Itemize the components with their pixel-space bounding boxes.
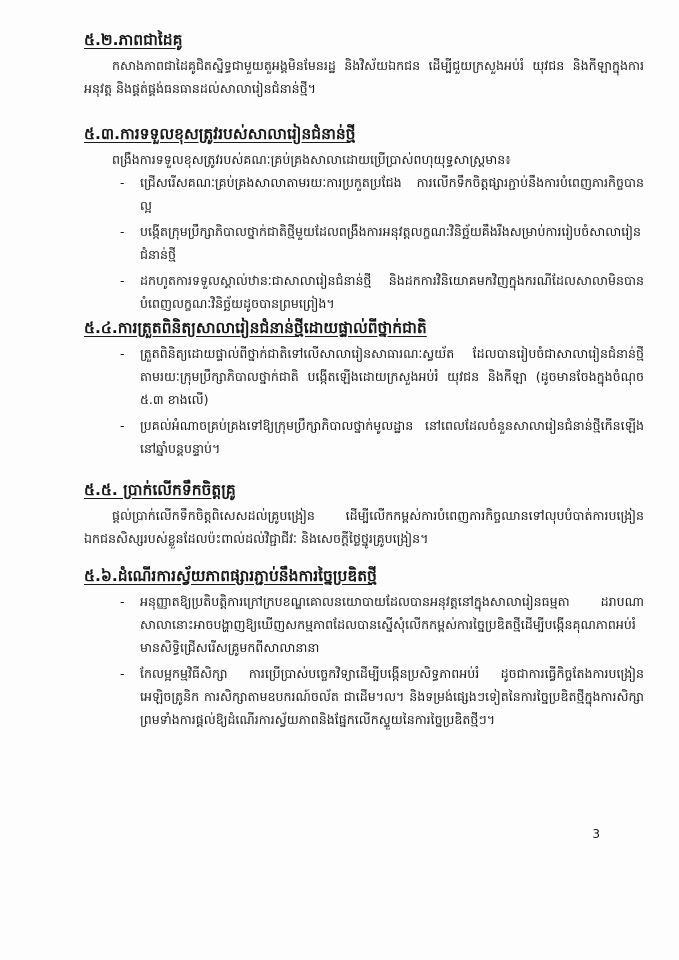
- section-5-6: [84, 566, 644, 734]
- section-paragraph: ពង្រឹងការទទួលខុសត្រូវរបស់គណៈគ្រប់គ្រងសាលាដោយប្រើប្រាស់ពហុយុទ្ធសាស្ត្រមាន៖: [112, 152, 511, 167]
- section-heading: ៥.២.ភាពជាដៃគូ: [84, 31, 183, 49]
- dash-marker: -: [120, 273, 125, 288]
- section-5-3: [84, 124, 644, 318]
- section-5-2: [84, 30, 644, 100]
- list-item: [84, 414, 644, 460]
- section-heading: ៥.៦.ដំណើរការស្វ័យភាពផ្សារភ្ជាប់នឹងការច្នៃប្រឌិតថ្មី: [84, 567, 377, 585]
- section-heading: ៥.៤.ការត្រួតពិនិត្យសាលារៀនជំនាន់ថ្មីដោយផ្ទាល់ពីថ្នាក់ជាតិ: [84, 319, 427, 337]
- list-item-text: កែលម្អកម្មវិធីសិក្សា ការប្រើប្រាស់បច្ចេកវិទ្យាដើម្បីបង្កើនប្រសិទ្ធភាពអប់រំ ដូចជាការធ្វើកិច្ចតែងការបង្រៀនអេឡិចត្រូនិក ការសិក្សាតាមឧបករណ៍ចល័ត ជាដើម។ល។ និងទម្រង់ផ្សេងៗទៀតនៃការច្នៃប្រឌិតថ្មីក្នុងការសិក្សា ព្រមទាំងការផ្ដល់ឱ្យដំណើរការស្វ័យភាពនិងផ្នែកលើកស្ទួយនៃការច្នៃប្រឌិតថ្មីៗ។: [140, 666, 644, 727]
- page-number: 3: [592, 827, 600, 841]
- list-item-text: ជ្រើសរើសគណៈគ្រប់គ្រងសាលាតាមរយៈការប្រកួតប្រជែង ការលើកទឹកចិត្តផ្សារភ្ជាប់នឹងការបំពេញភារកិច្ចបានល្អ: [140, 175, 644, 213]
- list-item: [84, 662, 644, 731]
- bullet-list: [84, 171, 644, 315]
- list-item-text: បង្កើតក្រុមប្រឹក្សាភិបាលថ្នាក់ជាតិថ្មីមួយដែលពង្រឹងការអនុវត្តលក្ខណៈវិនិច្ឆ័យគឹងរឹងសម្រាប់ការរៀបចំសាលារៀនជំនាន់ថ្មី: [140, 224, 641, 262]
- list-item: [84, 220, 644, 266]
- list-item-text: ប្រគល់អំណាចគ្រប់គ្រងទៅឱ្យក្រុមប្រឹក្សាភិបាលថ្នាក់មូលដ្ឋាន នៅពេលដែលចំនួនសាលារៀនជំនាន់ថ្មីកើនឡើងនៅឆ្នាំបន្តបន្ទាប់។: [140, 418, 644, 456]
- section-5-4: [84, 318, 644, 463]
- section-paragraph: កសាងភាពជាដៃគូជិតស្និទ្ធជាមួយតួអង្គមិនមែនរដ្ឋ និងវិស័យឯកជន ដើម្បីជួយក្រសួងអប់រំ យុវជន និងកីឡាក្នុងការអនុវត្ត និងផ្គត់ផ្គង់ធនធានដល់សាលារៀនជំនាន់ថ្មី។: [84, 58, 644, 96]
- dash-marker: -: [120, 594, 125, 609]
- bullet-list: [84, 590, 644, 731]
- dash-marker: -: [120, 175, 125, 190]
- list-item: [84, 171, 644, 217]
- section-heading: ៥.៥. ប្រាក់លើកទឹកចិត្តគ្រូ: [84, 481, 236, 499]
- list-item: [84, 590, 644, 659]
- list-item-text: អនុញ្ញាតឱ្យប្រតិបត្តិការក្រៅក្របខណ្ឌគោលនយោបាយដែលបានអនុវត្តនៅក្នុងសាលារៀនធម្មតា ដរាបណាសាលានោះអាចបង្ហាញឱ្យឃើញសកម្មភាពដែលបានស្នើសុំលើកកម្ពស់ការច្នៃប្រឌិតថ្មីដើម្បីបង្កើនគុណភាពអប់រំ មានសិទ្ធិជ្រើសរើសគ្រូមកពីសាលានានា: [140, 594, 644, 655]
- list-item: [84, 342, 644, 411]
- section-paragraph: ផ្ដល់ប្រាក់លើកទឹកចិត្តពិសេសដល់គ្រូបង្រៀន ដើម្បីលើកកម្ពស់ការបំពេញភារកិច្ចឈានទៅលុបបំបាត់ការបង្រៀនឯកជនសិស្សរបស់ខ្លួនដែលប៉ះពាល់ដល់វិជ្ជាជីវៈ និងសេចក្ដីថ្លៃថ្នូរគ្រូបង្រៀន។: [84, 508, 644, 546]
- list-item: [84, 269, 644, 315]
- dash-marker: -: [120, 224, 125, 239]
- section-5-5: [84, 480, 644, 550]
- dash-marker: -: [120, 418, 125, 433]
- bullet-list: [84, 342, 644, 460]
- list-item-text: ដកហូតការទទួលស្គាល់ឋានៈជាសាលារៀនជំនាន់ថ្មី និងដកការវិនិយោគមកវិញក្នុងករណីដែលសាលាមិនបានបំពេញលក្ខណៈវិនិច្ឆ័យដូចបានព្រមព្រៀង។: [140, 273, 644, 311]
- section-heading: ៥.៣.ការទទួលខុសត្រូវរបស់សាលារៀនជំនាន់ថ្មី: [84, 125, 356, 143]
- dash-marker: -: [120, 666, 125, 681]
- dash-marker: -: [120, 346, 125, 361]
- list-item-text: ត្រួតពិនិត្យដោយផ្ទាល់ពីថ្នាក់ជាតិទៅលើសាលារៀនសាធារណៈស្វយ័ត ដែលបានរៀបចំជាសាលារៀនជំនាន់ថ្មី តាមរយៈក្រុមប្រឹក្សាភិបាលថ្នាក់ជាតិ បង្កើតឡើងដោយក្រសួងអប់រំ យុវជន និងកីឡា (ដូចមានចែងក្នុងចំណុច ៥.៣ ខាងលើ): [140, 346, 644, 407]
